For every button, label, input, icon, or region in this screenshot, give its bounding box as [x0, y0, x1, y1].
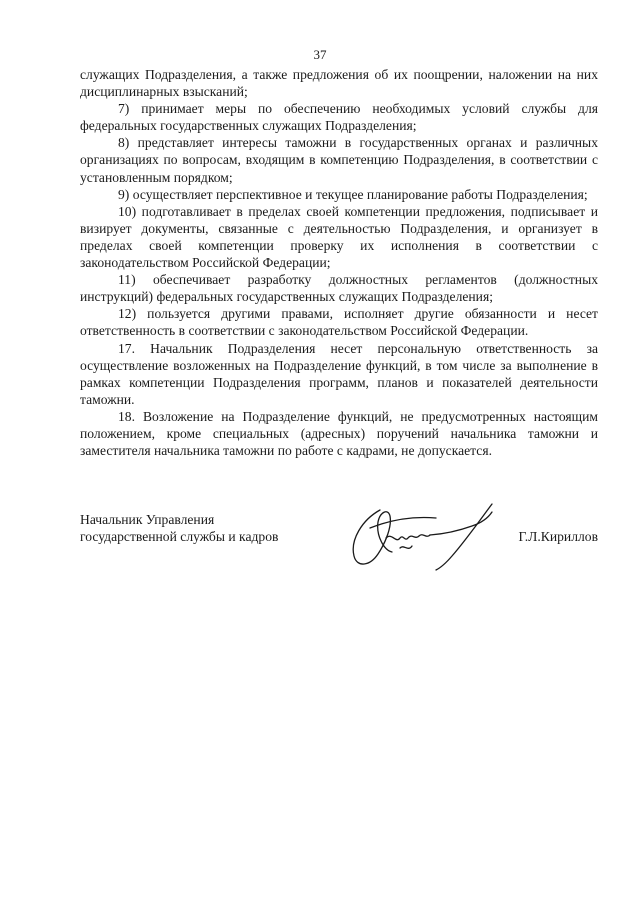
- signer-title: [80, 511, 278, 545]
- signer-title-line-1: Начальник Управления: [80, 512, 215, 527]
- document-body: [80, 66, 598, 459]
- signer-name: Г.Л.Кириллов: [518, 529, 598, 544]
- paragraph-item-9: 9) осуществляет перспективное и текущее планирование работы Подразделения;: [118, 186, 588, 202]
- paragraph-continuation: служащих Подразделения, а также предложения об их поощрении, наложении на них дисциплинарных взысканий;: [80, 67, 598, 100]
- page-number: 37: [313, 47, 327, 62]
- paragraph-item-12: 12) пользуется другими правами, исполняет другие обязанности и несет ответственность в соответствии с законодательством Российской Федерации.: [80, 306, 598, 339]
- paragraph-clause-17: 17. Начальник Подразделения несет персональную ответственность за осуществление возложенных на Подразделение функций, в том числе за выполнение в рамках компетенции Подразделения программ, планов и показателей деятельности таможни.: [80, 340, 598, 407]
- paragraph-item-8: 8) представляет интересы таможни в государственных органах и различных организациях по вопросам, входящим в компетенцию Подразделения, в соответствии с установленным порядком;: [80, 135, 598, 185]
- paragraph-item-7: 7) принимает меры по обеспечению необходимых условий службы для федеральных государственных служащих Подразделения;: [80, 101, 598, 134]
- signer-title-line-2: государственной службы и кадров: [80, 529, 279, 545]
- paragraph-item-11: 11) обеспечивает разработку должностных регламентов (должностных инструкций) федеральных государственных служащих Подразделения;: [80, 272, 598, 305]
- paragraph-clause-18: 18. Возложение на Подразделение функций, не предусмотренных настоящим положением, кроме специальных (адресных) поручений начальника таможни и заместителя начальника таможни по работе с кадрами, не допускается.: [80, 408, 598, 459]
- signature-block: [80, 511, 598, 581]
- handwritten-signature: [340, 498, 500, 578]
- paragraph-item-10: 10) подготавливает в пределах своей компетенции предложения, подписывает и визирует документы, связанные с деятельностью Подразделения, и организует в пределах своей компетенции проверку их исполнения в соответствии с законодательством Российской Федерации;: [80, 203, 598, 271]
